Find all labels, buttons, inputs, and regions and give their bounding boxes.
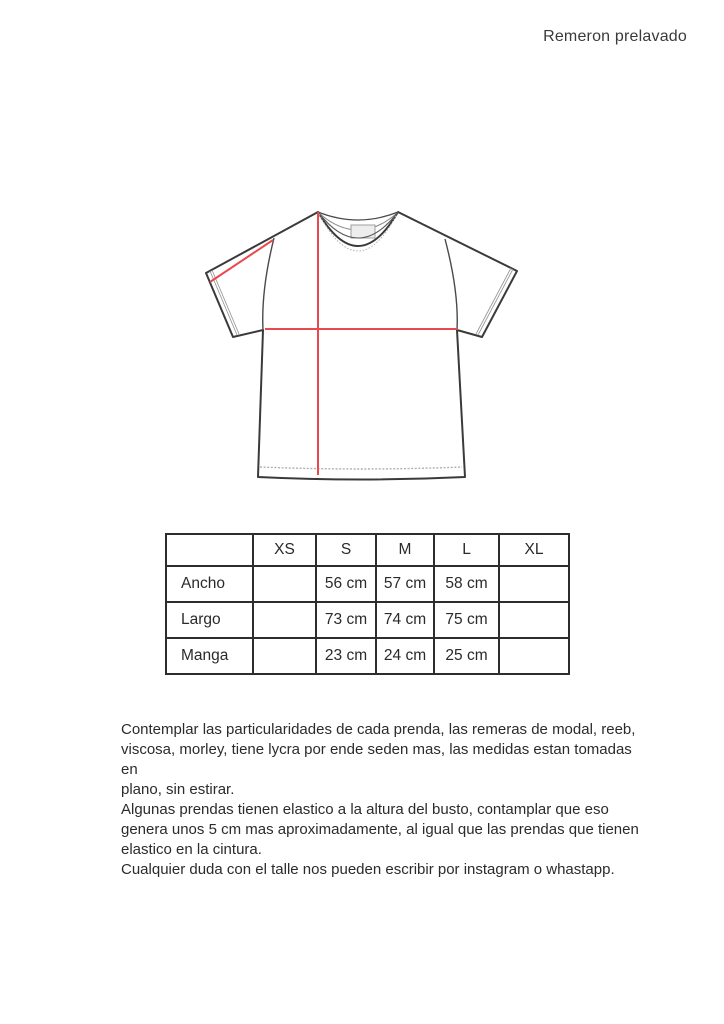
notes-line: plano, sin estirar. [121, 781, 235, 798]
notes-line: Cualquier duda con el talle nos pueden escribir por instagram o whastapp. [121, 861, 615, 878]
size-cell: 75 cm [434, 602, 499, 638]
table-corner-cell [166, 534, 253, 566]
tshirt-diagram [190, 195, 530, 495]
size-cell [499, 566, 569, 602]
table-header-xs: XS [253, 534, 316, 566]
notes-line: viscosa, morley, tiene lycra por ende seden mas, las medidas estan tomadas en [121, 741, 632, 778]
size-cell [499, 638, 569, 674]
size-cell: 56 cm [316, 566, 376, 602]
page-title: Remeron prelavado [543, 28, 687, 45]
table-header-xl: XL [499, 534, 569, 566]
collar-back-top [318, 212, 398, 220]
size-cell: 24 cm [376, 638, 434, 674]
table-header-s: S [316, 534, 376, 566]
row-label-ancho: Ancho [166, 566, 253, 602]
tshirt-outline [206, 212, 517, 480]
size-cell [253, 602, 316, 638]
table-header-row [166, 534, 569, 566]
table-row [166, 566, 569, 602]
notes-line: genera unos 5 cm mas aproximadamente, al igual que las prendas que tienen [121, 821, 639, 838]
notes-line: Contemplar las particularidades de cada prenda, las remeras de modal, reeb, [121, 721, 636, 738]
size-cell [499, 602, 569, 638]
size-cell [253, 566, 316, 602]
table-row [166, 602, 569, 638]
size-cell: 73 cm [316, 602, 376, 638]
table-header-m: M [376, 534, 434, 566]
size-cell: 57 cm [376, 566, 434, 602]
neck-label-tag [351, 225, 375, 238]
notes-line: elastico en la cintura. [121, 841, 262, 858]
notes-line: Algunas prendas tienen elastico a la altura del busto, contamplar que eso [121, 801, 609, 818]
size-cell: 23 cm [316, 638, 376, 674]
size-table [165, 533, 570, 675]
size-cell: 74 cm [376, 602, 434, 638]
row-label-manga: Manga [166, 638, 253, 674]
size-cell [253, 638, 316, 674]
table-row [166, 638, 569, 674]
measurement-notes [121, 720, 641, 880]
table-header-l: L [434, 534, 499, 566]
row-label-largo: Largo [166, 602, 253, 638]
size-cell: 58 cm [434, 566, 499, 602]
size-cell: 25 cm [434, 638, 499, 674]
